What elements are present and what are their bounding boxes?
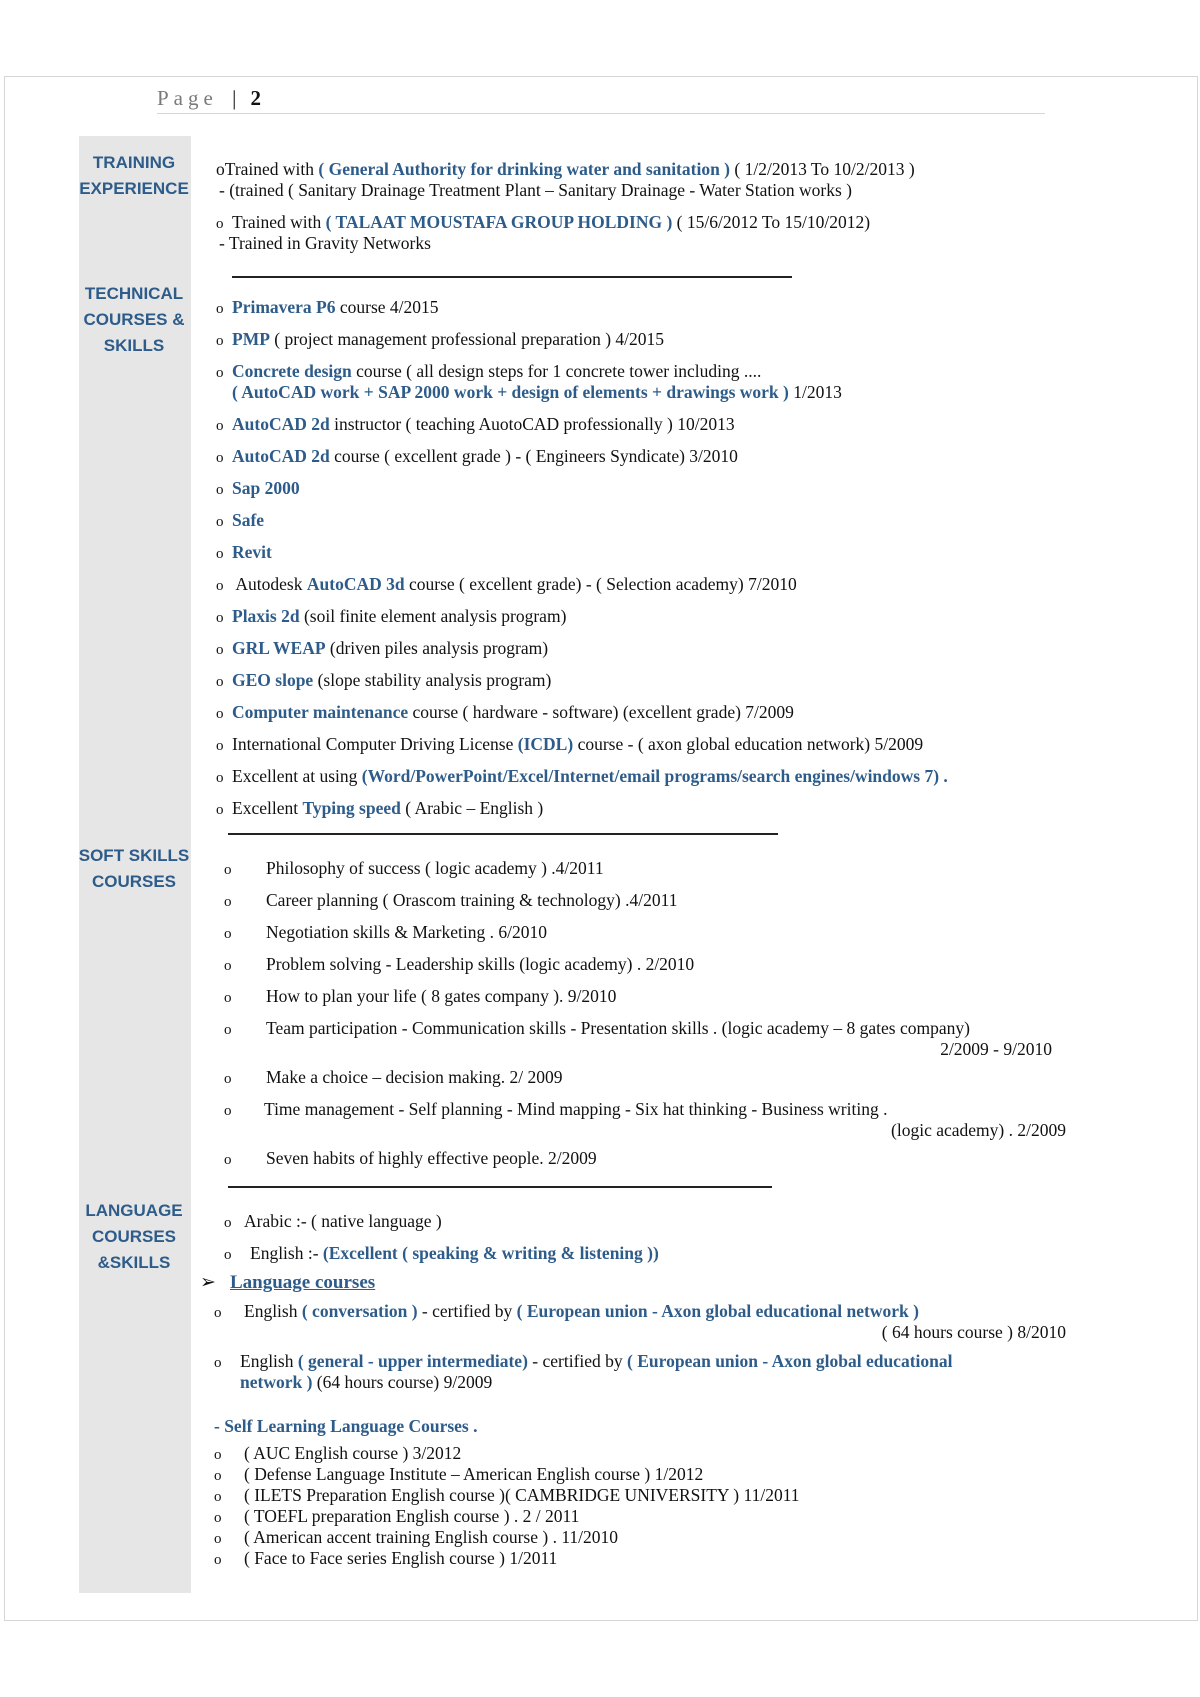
tech-item-typing: o Excellent Typing speed ( Arabic – English ) xyxy=(216,798,544,818)
page-header xyxy=(157,86,261,111)
self-learning-item: o ( Defense Language Institute – American English course ) 1/2012 xyxy=(214,1464,704,1484)
language-course-2: o English ( general - upper intermediate) - certified by ( European union - Axon global educational xyxy=(214,1351,953,1371)
soft-item-8: o Time management - Self planning - Mind mapping - Six hat thinking - Business writing . xyxy=(224,1099,888,1119)
self-learning-item: o ( ILETS Preparation English course )( CAMBRIDGE UNIVERSITY ) 11/2011 xyxy=(214,1485,800,1505)
section-divider xyxy=(232,276,792,278)
soft-item-6-date: 2/2009 - 9/2010 xyxy=(940,1039,1052,1059)
tech-item-concrete-detail: ( AutoCAD work + SAP 2000 work + design of elements + drawings work ) 1/2013 xyxy=(232,382,842,402)
tech-item-grl-weap: o GRL WEAP (driven piles analysis program) xyxy=(216,638,549,658)
soft-item-4: o Problem solving - Leadership skills (logic academy) . 2/2010 xyxy=(224,954,695,974)
soft-item-3: o Negotiation skills & Marketing . 6/2010 xyxy=(224,922,547,942)
language-course-1-date: ( 64 hours course ) 8/2010 xyxy=(881,1322,1066,1342)
tech-item-plaxis: o Plaxis 2d (soil finite element analysis program) xyxy=(216,606,567,626)
self-learning-heading: - Self Learning Language Courses . xyxy=(214,1416,478,1436)
tech-item-pmp: o PMP ( project management professional preparation ) 4/2015 xyxy=(216,329,665,349)
self-learning-item: o ( American accent training English course ) . 11/2010 xyxy=(214,1527,619,1547)
language-arabic: o Arabic :- ( native language ) xyxy=(224,1211,442,1231)
section-label-language: LANGUAGE COURSES &SKILLS xyxy=(85,1201,183,1272)
soft-item-7: o Make a choice – decision making. 2/ 2009 xyxy=(224,1067,563,1087)
soft-item-6: o Team participation - Communication skills - Presentation skills . (logic academy – 8 gates company) xyxy=(224,1018,970,1038)
training-item-2: o Trained with ( TALAAT MOUSTAFA GROUP HOLDING ) ( 15/6/2012 To 15/10/2012) xyxy=(216,212,871,232)
section-divider xyxy=(228,1186,772,1188)
tech-item-geo-slope: o GEO slope (slope stability analysis program) xyxy=(216,670,552,690)
page-number: 2 xyxy=(250,86,262,110)
tech-item-revit: o Revit xyxy=(216,542,272,562)
tech-item-safe: o Safe xyxy=(216,510,265,530)
soft-item-2: o Career planning ( Orascom training & technology) .4/2011 xyxy=(224,890,678,910)
training-item-1: oTrained with ( General Authority for drinking water and sanitation ) ( 1/2/2013 To 10/2/2013 ) xyxy=(216,159,915,179)
section-label-training: TRAINING EXPERIENCE xyxy=(79,153,189,198)
page-label: Page xyxy=(157,86,218,110)
header-rule xyxy=(157,113,1045,114)
language-course-1: o English ( conversation ) - certified by ( European union - Axon global educational network ) xyxy=(214,1301,919,1321)
training-item-2-detail: - Trained in Gravity Networks xyxy=(219,233,431,253)
soft-item-9: o Seven habits of highly effective people. 2/2009 xyxy=(224,1148,597,1168)
self-learning-item: o ( Face to Face series English course ) 1/2011 xyxy=(214,1548,558,1568)
tech-item-autocad-instructor: o AutoCAD 2d instructor ( teaching AuotoCAD professionally ) 10/2013 xyxy=(216,414,735,434)
soft-item-1: o Philosophy of success ( logic academy ) .4/2011 xyxy=(224,858,604,878)
tech-item-office: o Excellent at using (Word/PowerPoint/Excel/Internet/email programs/search engines/windows 7) . xyxy=(216,766,948,786)
tech-item-icdl: o International Computer Driving License (ICDL) course - ( axon global education network) 5/2009 xyxy=(216,734,924,754)
language-english: o English :- (Excellent ( speaking & writing & listening )) xyxy=(224,1243,659,1263)
language-course-2-detail: network ) (64 hours course) 9/2009 xyxy=(240,1372,493,1392)
tech-item-sap: o Sap 2000 xyxy=(216,478,300,498)
tech-item-primavera: o Primavera P6 course 4/2015 xyxy=(216,297,439,317)
page-separator: | xyxy=(232,86,237,110)
tech-item-autocad-3d: o Autodesk AutoCAD 3d course ( excellent grade) - ( Selection academy) 7/2010 xyxy=(216,574,797,594)
section-label-technical: TECHNICAL COURSES & SKILLS xyxy=(83,284,185,355)
soft-item-5: o How to plan your life ( 8 gates company ). 9/2010 xyxy=(224,986,617,1006)
tech-item-autocad-course: o AutoCAD 2d course ( excellent grade ) - ( Engineers Syndicate) 3/2010 xyxy=(216,446,738,466)
tech-item-computer-maintenance: o Computer maintenance course ( hardware - software) (excellent grade) 7/2009 xyxy=(216,702,794,722)
arrow-icon: ➢ xyxy=(200,1272,216,1293)
self-learning-item: o ( TOEFL preparation English course ) . 2 / 2011 xyxy=(214,1506,580,1526)
tech-item-concrete: o Concrete design course ( all design steps for 1 concrete tower including .... xyxy=(216,361,762,381)
section-divider xyxy=(228,833,778,835)
training-item-1-detail: - (trained ( Sanitary Drainage Treatment Plant – Sanitary Drainage - Water Station works ) xyxy=(219,180,852,200)
language-courses-heading: ➢ Language courses xyxy=(200,1272,376,1293)
soft-item-8-date: (logic academy) . 2/2009 xyxy=(891,1120,1066,1140)
section-label-soft: SOFT SKILLS COURSES xyxy=(78,846,190,891)
self-learning-item: o ( AUC English course ) 3/2012 xyxy=(214,1443,462,1463)
